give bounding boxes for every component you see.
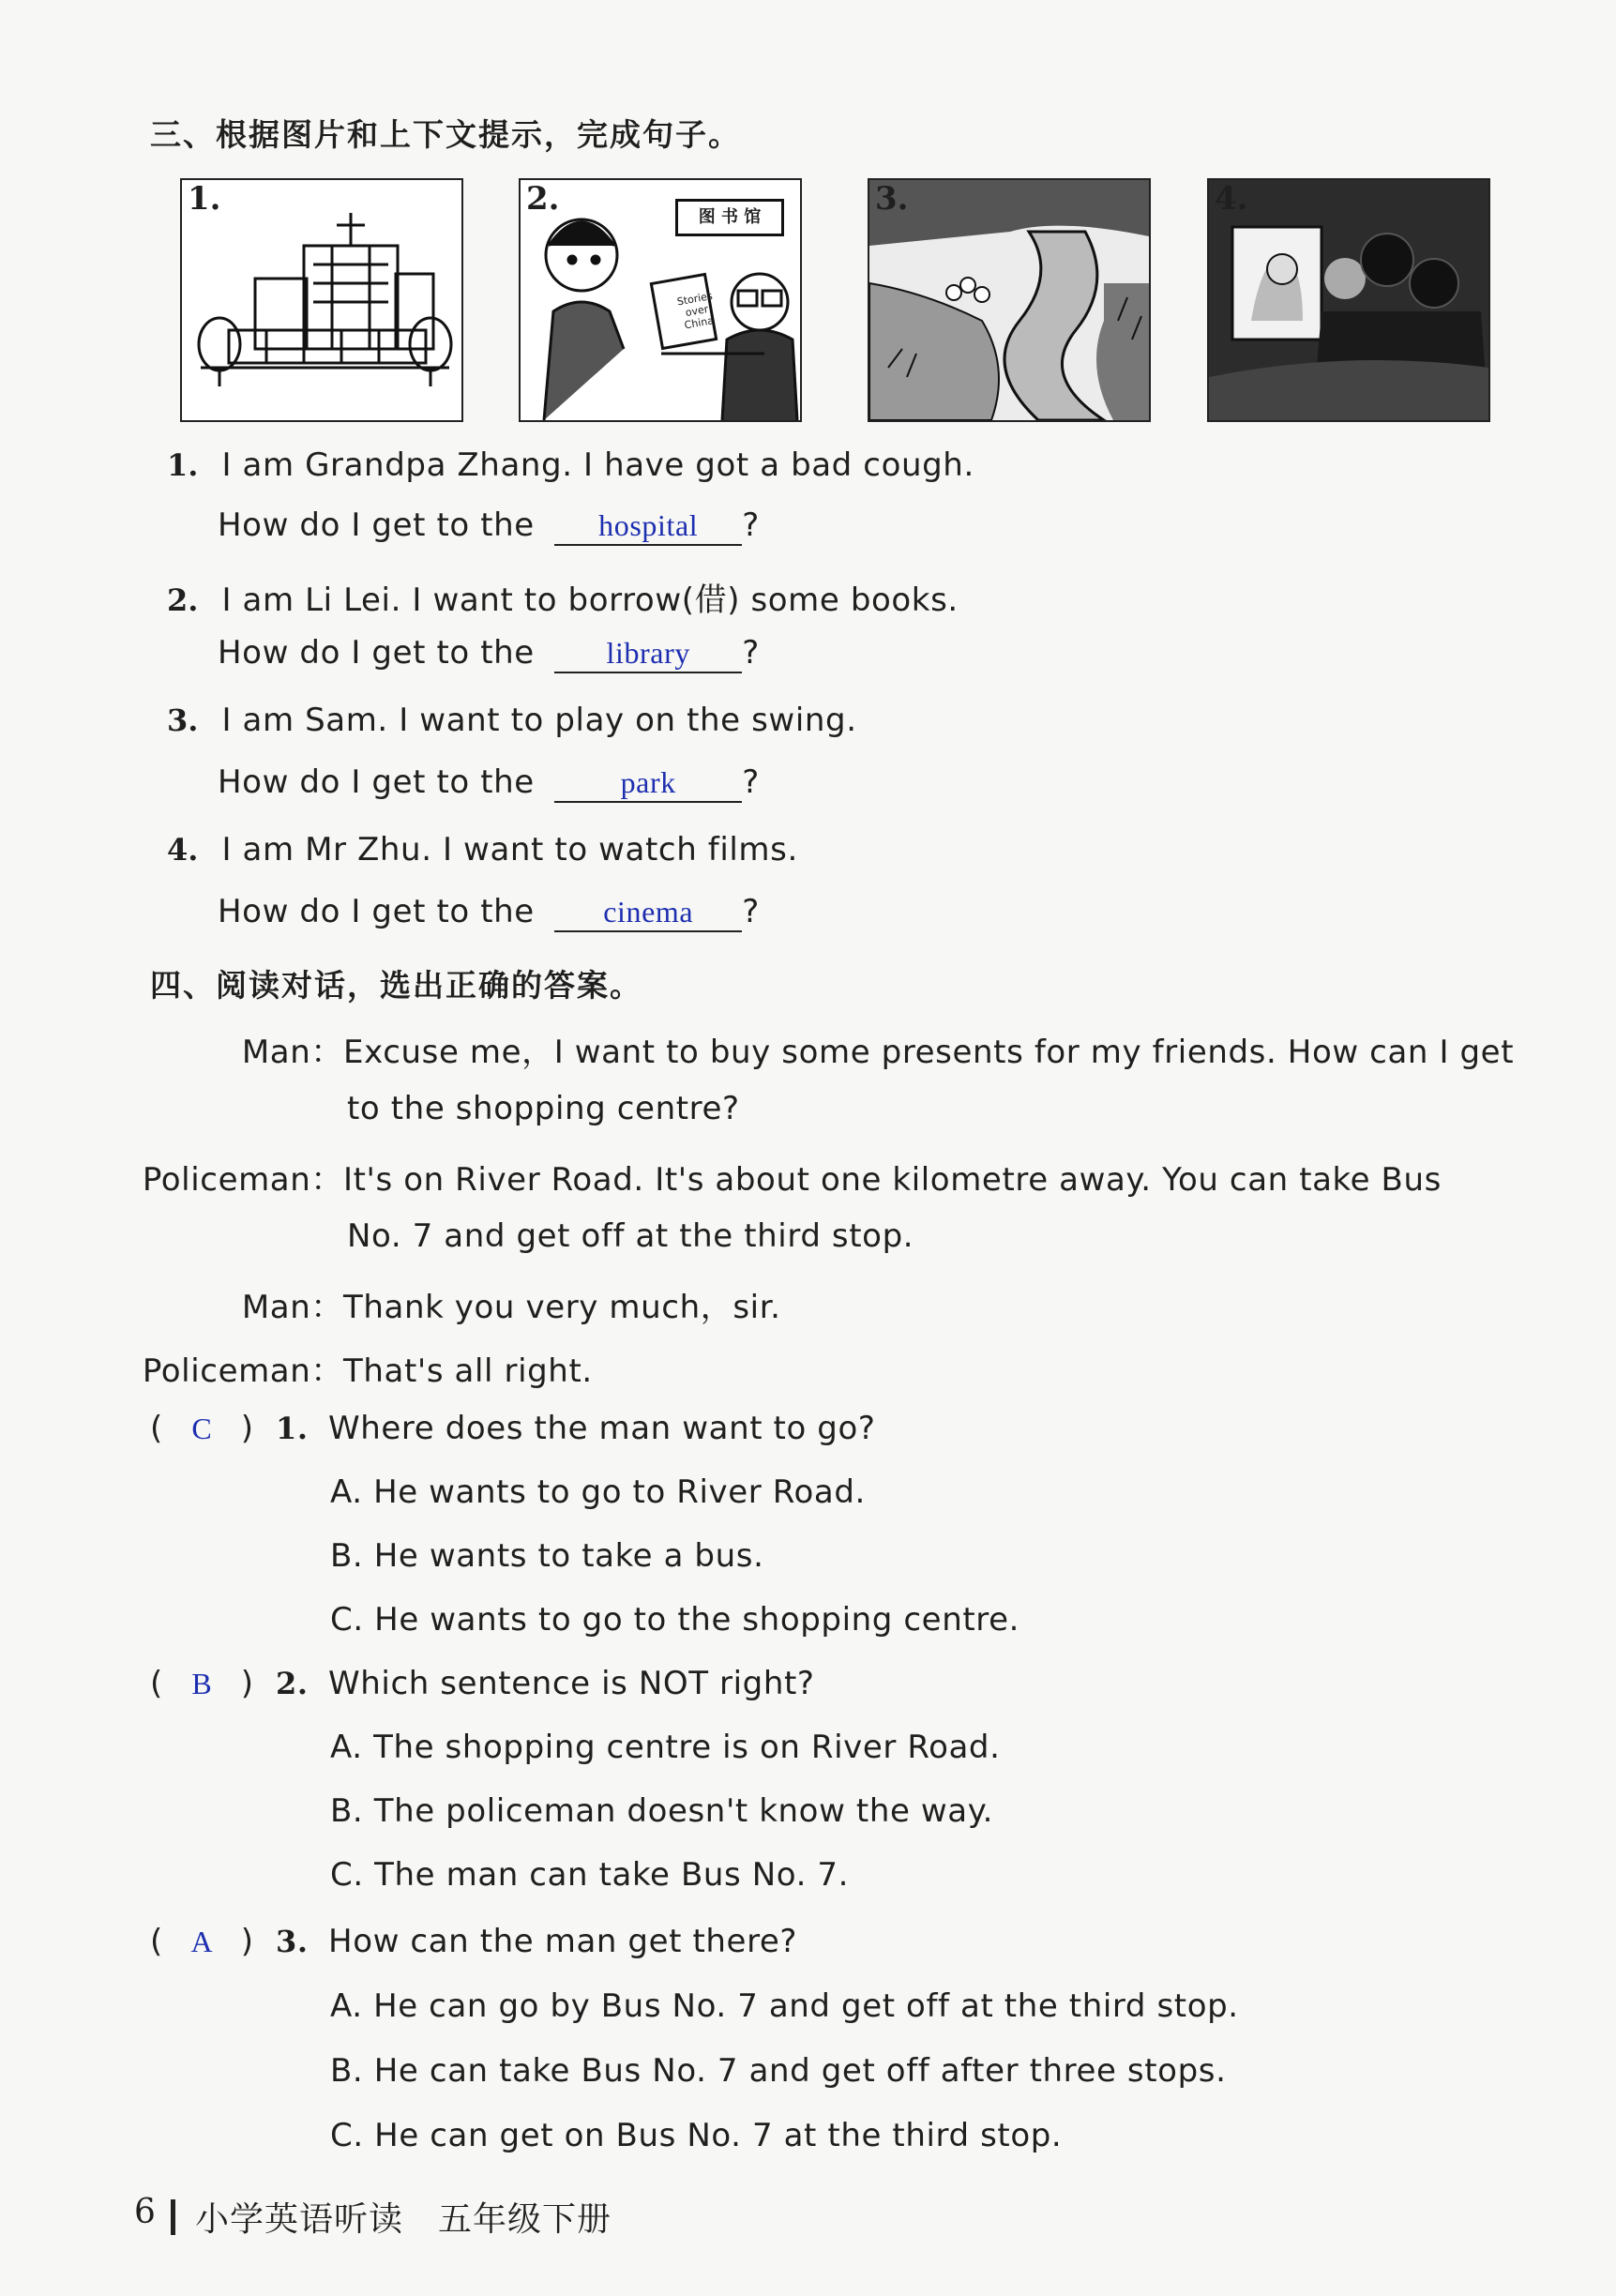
dialogue-text: That's all right.	[343, 1352, 593, 1390]
picture-library	[519, 178, 802, 422]
choice-question-1	[150, 1410, 876, 1447]
answer-blank[interactable]: cinema	[554, 893, 742, 932]
option-b: B. He can take Bus No. 7 and get off after three stops.	[330, 2052, 1227, 2090]
option-b: B. The policeman doesn't know the way.	[330, 1792, 994, 1830]
footer-divider	[171, 2199, 175, 2235]
fill-item-1	[167, 446, 974, 484]
section3-heading: 三、根据图片和上下文提示，完成句子。	[150, 116, 741, 153]
paren-open: (	[150, 1923, 163, 1960]
speaker-label: Man：	[241, 1289, 343, 1326]
question-text: How can the man get there?	[328, 1923, 798, 1960]
section4-heading: 四、阅读对话，选出正确的答案。	[150, 967, 642, 1004]
question-number: 2.	[276, 1666, 309, 1701]
speaker-label: Man：	[241, 1034, 343, 1071]
speaker-label: Policeman：	[142, 1161, 343, 1199]
paren-close: )	[240, 1923, 254, 1960]
picture-label: 2.	[526, 180, 560, 218]
answer-blank[interactable]: park	[554, 763, 742, 803]
picture-park	[868, 178, 1151, 422]
picture-label: 4.	[1215, 180, 1248, 218]
dialogue-text: Thank you very much，sir.	[343, 1289, 781, 1326]
fill-question-2	[218, 634, 760, 673]
question-prompt: How do I get to the	[218, 634, 535, 672]
choice-answer[interactable]: A	[190, 1925, 214, 1958]
choice-question-3	[150, 1923, 797, 1960]
question-mark: ?	[742, 634, 760, 672]
dialogue-line-1	[141, 1026, 1514, 1072]
picture-label: 3.	[875, 180, 909, 218]
paren-open: (	[150, 1410, 163, 1447]
question-text: Which sentence is NOT right?	[328, 1665, 815, 1702]
option-a: A. He can go by Bus No. 7 and get off at the third stop.	[330, 1987, 1239, 2025]
choice-answer[interactable]: B	[191, 1667, 213, 1700]
choice-question-2	[150, 1665, 815, 1702]
cinema-illustration	[1209, 180, 1488, 420]
hospital-illustration	[182, 180, 461, 420]
question-prompt: How do I get to the	[218, 893, 535, 930]
option-c: C. He can get on Bus No. 7 at the third stop.	[330, 2117, 1063, 2154]
dialogue-text: Excuse me，I want to buy some presents for my friends. How can I get	[343, 1034, 1515, 1071]
item-sentence: I am Sam. I want to play on the swing.	[221, 702, 857, 739]
question-prompt: How do I get to the	[218, 763, 535, 801]
option-b: B. He wants to take a bus.	[330, 1537, 764, 1575]
dialogue-line-4	[141, 1345, 593, 1391]
speaker-label: Policeman：	[142, 1352, 343, 1390]
fill-item-3	[167, 702, 857, 739]
question-mark: ?	[742, 763, 760, 801]
option-a: A. The shopping centre is on River Road.	[330, 1729, 1001, 1766]
paren-open: (	[150, 1665, 163, 1702]
picture-label: 1.	[188, 180, 221, 218]
item-number: 4.	[167, 832, 199, 868]
page-number: 6	[134, 2193, 156, 2231]
dialogue-text: It's on River Road. It's about one kilometre away. You can take Bus	[343, 1161, 1442, 1199]
item-sentence: I am Grandpa Zhang. I have got a bad cough.	[221, 446, 974, 484]
picture-cinema	[1207, 178, 1490, 422]
item-number: 2.	[167, 582, 199, 618]
choice-answer[interactable]: C	[191, 1412, 213, 1445]
option-c: C. He wants to go to the shopping centre.	[330, 1601, 1020, 1639]
fill-question-1	[218, 506, 760, 546]
dialogue-continuation: to the shopping centre?	[347, 1090, 740, 1127]
fill-item-4	[167, 831, 798, 869]
fill-item-2	[167, 574, 959, 620]
dialogue-continuation: No. 7 and get off at the third stop.	[347, 1217, 914, 1255]
fill-question-4	[218, 893, 760, 932]
answer-blank[interactable]: hospital	[554, 506, 742, 546]
dialogue-line-2	[141, 1154, 1442, 1200]
book-title: Stories over China	[675, 289, 715, 332]
question-text: Where does the man want to go?	[328, 1410, 876, 1447]
book-title: 小学英语听读 五年级下册	[195, 2200, 612, 2239]
question-number: 3.	[276, 1924, 309, 1959]
item-sentence: I am Mr Zhu. I want to watch films.	[221, 831, 798, 869]
question-number: 1.	[276, 1411, 309, 1446]
fill-question-3	[218, 763, 760, 803]
option-c: C. The man can take Bus No. 7.	[330, 1856, 850, 1894]
answer-blank[interactable]: library	[554, 634, 742, 673]
question-prompt: How do I get to the	[218, 506, 535, 544]
item-sentence: I am Li Lei. I want to borrow(借) some books.	[221, 582, 959, 619]
option-a: A. He wants to go to River Road.	[330, 1473, 866, 1511]
question-mark: ?	[742, 893, 760, 930]
dialogue-line-3	[141, 1281, 781, 1327]
library-sign: 图 书 馆	[675, 199, 784, 236]
picture-hospital	[180, 178, 463, 422]
park-illustration	[869, 180, 1149, 420]
question-mark: ?	[742, 506, 760, 544]
item-number: 3.	[167, 702, 199, 738]
paren-close: )	[240, 1665, 254, 1702]
paren-close: )	[240, 1410, 254, 1447]
item-number: 1.	[167, 447, 199, 483]
